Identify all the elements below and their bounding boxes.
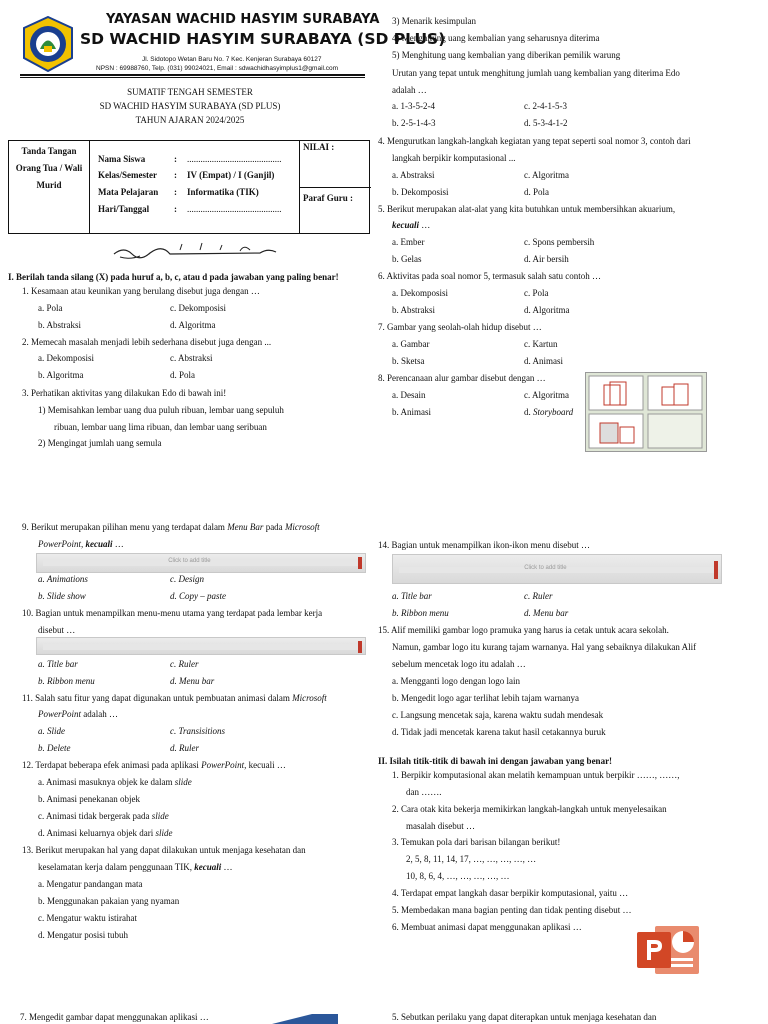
option[interactable]: b. Ribbon menu [392,608,449,618]
school-contact: NPSN : 69988760, Telp. (031) 99024021, Email : sdwachidhasyimplus1@gmail.com [96,65,339,72]
essay-question-5: 5. Membedakan mana bagian penting dan tidak penting disebut … [392,905,632,915]
essay-question-1-cont: dan ……. [406,787,442,797]
option[interactable]: b. Abstraksi [38,320,82,330]
option[interactable]: d. Animasi keluarnya objek dari slide [38,828,173,838]
sign-label-3: Murid [36,180,62,190]
option[interactable]: d. Storyboard [524,407,574,417]
school-name: SD WACHID HASYIM SURABAYA (SD PLUS) [80,30,446,48]
option[interactable]: b. Ribbon menu [38,676,95,686]
number-sequence: 2, 5, 8, 11, 14, 17, …, …, …, …, … [406,854,537,864]
option[interactable]: b. Slide show [38,591,86,601]
essay-question-2: 2. Cara otak kita bekerja memikirkan langkah-langkah untuk menyelesaikan [392,804,667,814]
date-field[interactable]: .......................................... [187,204,282,214]
question-9: 9. Berikut merupakan pilihan menu yang terdapat dalam Menu Bar pada Microsoft [22,522,320,532]
option[interactable]: b. Animasi [392,407,432,417]
question-6: 6. Aktivitas pada soal nomor 5, termasuk salah satu contoh … [378,271,601,281]
header-rule-thin [20,77,365,78]
option[interactable]: a. Title bar [392,591,432,601]
option[interactable]: d. Ruler [170,743,199,753]
storyboard-image [585,372,707,452]
option[interactable]: d. Copy – paste [170,591,226,601]
question-10-cont: disebut … [38,625,76,635]
option[interactable]: d. Pola [524,187,550,197]
score-label: NILAI : [303,142,335,152]
question-15-cont: Namun, gambar logo itu kurang tajam warnanya. Hal yang sebaiknya dilakukan Alif [392,642,697,652]
colon: : [174,170,177,180]
essay-question-1: 1. Berpikir komputasional akan melatih kemampuan untuk berpikir ……, ……, [392,770,680,780]
colon: : [174,204,177,214]
option[interactable]: c. Ruler [170,659,199,669]
student-identity-box [8,140,370,234]
question-3-prompt: Urutan yang tepat untuk menghitung jumlah uang kembalian yang diterima Edo [392,68,680,78]
option[interactable]: d. 5-3-4-1-2 [524,118,568,128]
option[interactable]: a. Dekomposisi [392,288,448,298]
menu-bar-screenshot [36,637,366,655]
option[interactable]: d. Air bersih [524,254,569,264]
option[interactable]: c. Design [170,574,204,584]
teacher-initial-label: Paraf Guru : [303,193,353,203]
option[interactable]: d. Menu bar [524,608,569,618]
option[interactable]: a. Gambar [392,339,430,349]
class-value: IV (Empat) / I (Ganjil) [187,170,275,180]
option[interactable]: d. Animasi [524,356,564,366]
option[interactable]: b. Gelas [392,254,422,264]
sign-label: Tanda Tangan [21,146,77,156]
section-2-instruction: II. Isilah titik-titik di bawah ini dengan jawaban yang benar! [378,756,613,766]
option[interactable]: d. Tidak jadi mencetak karena takut hasil cetakannya buruk [392,727,606,737]
option[interactable]: a. Abstraksi [392,170,435,180]
option[interactable]: c. Ruler [524,591,553,601]
option[interactable]: d. Pola [170,370,196,380]
colon: : [174,187,177,197]
question-9-cont: PowerPoint, kecuali … [38,539,124,549]
sign-label-2: Orang Tua / Wali [15,163,83,173]
option[interactable]: a. Dekomposisi [38,353,94,363]
question-3-step: 4) Menghitung uang kembalian yang seharusnya diterima [392,33,600,43]
option[interactable]: a. Pola [38,303,63,313]
option[interactable]: d. Algoritma [524,305,570,315]
option[interactable]: a. Mengganti logo dengan logo lain [392,676,520,686]
colon: : [174,154,177,164]
option[interactable]: c. Mengatur waktu istirahat [38,913,137,923]
question-5: 5. Berikut merupakan alat-alat yang kita butuhkan untuk membersihkan akuarium, [378,204,676,214]
name-label: Nama Siswa [98,154,146,164]
option[interactable]: c. Langsung mencetak saja, karena waktu sudah mendesak [392,710,604,720]
option[interactable]: a. Animations [38,574,88,584]
option[interactable]: c. Animasi tidak bergerak pada slide [38,811,169,821]
ribbon-screenshot: Click to add title [392,554,722,584]
essay-question-7: 7. Mengedit gambar dapat menggunakan aplikasi … [20,1012,209,1022]
question-15: 15. Alif memiliki gambar logo pramuka yang harus ia cetak untuk acara sekolah. [378,625,669,635]
question-3: 3. Perhatikan aktivitas yang dilakukan Edo di bawah ini! [22,388,227,398]
exam-year: TAHUN AJARAN 2024/2025 [135,115,245,125]
option[interactable]: a. Desain [392,390,426,400]
question-7: 7. Gambar yang seolah-olah hidup disebut … [378,322,542,332]
question-3-prompt: adalah … [392,85,427,95]
powerpoint-icon [637,924,701,976]
question-3-step: 3) Menarik kesimpulan [392,16,476,26]
option[interactable]: a. 1-3-5-2-4 [392,101,435,111]
question-11-cont: PowerPoint adalah … [38,709,118,719]
menu-bar-screenshot: Click to add title [36,553,366,573]
option[interactable]: b. Dekomposisi [392,187,449,197]
header-rule [20,74,365,76]
option[interactable]: a. Slide [38,726,65,736]
school-logo [22,16,74,72]
option[interactable]: b. Algoritma [38,370,84,380]
question-10: 10. Bagian untuk menampilkan menu-menu utama yang terdapat pada lembar kerja [22,608,323,618]
option[interactable]: c. Algoritma [524,390,569,400]
subject-value: Informatika (TIK) [187,187,259,197]
school-address: Jl. Sidotopo Wetan Baru No. 7 Kec. Kenjeran Surabaya 60127 [142,56,322,63]
number-sequence: 10, 8, 6, 4, …, …, …, …, … [406,871,510,881]
exam-school: SD WACHID HASYIM SURABAYA (SD PLUS) [99,101,281,111]
question-3-step: ribuan, lembar uang lima ribuan, dan lembar uang seribuan [54,422,267,432]
essay-question-2-cont: masalah disebut … [406,821,475,831]
exam-title: SUMATIF TENGAH SEMESTER [127,87,253,97]
option[interactable]: b. Abstraksi [392,305,436,315]
option[interactable]: c. Spons pembersih [524,237,595,247]
option[interactable]: c. Dekomposisi [170,303,226,313]
option[interactable]: b. Sketsa [392,356,425,366]
option[interactable]: d. Algoritma [170,320,216,330]
foundation-name: YAYASAN WACHID HASYIM SURABAYA [106,12,380,27]
subject-label: Mata Pelajaran [98,187,159,197]
question-3-step: 5) Menghitung uang kembalian yang diberikan pemilik warung [392,50,621,60]
question-3-step: 1) Memisahkan lembar uang dua puluh ribuan, lembar uang sepuluh [38,405,284,415]
option[interactable]: a. Animasi masuknya objek ke dalam slide [38,777,192,787]
option[interactable]: c. Kartun [524,339,558,349]
essay-question-3: 3. Temukan pola dari barisan bilangan berikut! [392,837,561,847]
date-label: Hari/Tanggal [98,204,150,214]
option[interactable]: c. Transisitions [170,726,226,736]
essay-question-6: 6. Membuat animasi dapat menggunakan aplikasi … [392,922,582,932]
question-12: 12. Terdapat beberapa efek animasi pada aplikasi PowerPoint, kecuali … [22,760,286,770]
option[interactable]: b. Mengedit logo agar terlihat lebih tajam warnanya [392,693,579,703]
question-4: 4. Mengurutkan langkah-langkah kegiatan yang tepat seperti soal nomor 3, contoh dari [378,136,691,146]
question-15-cont: sebelum mencetak logo itu adalah … [392,659,526,669]
question-14: 14. Bagian untuk menampilkan ikon-ikon menu disebut … [378,540,590,550]
question-13-cont: keselamatan kerja dalam penggunaan TIK, kecuali … [38,862,233,872]
question-11: 11. Salah satu fitur yang dapat digunakan untuk pembuatan animasi dalam Microsoft [22,693,327,703]
option[interactable]: c. 2-4-1-5-3 [524,101,567,111]
option[interactable]: a. Title bar [38,659,78,669]
option[interactable]: c. Algoritma [524,170,569,180]
essay-question-4: 4. Terdapat empat langkah dasar berpikir komputasional, yaitu … [392,888,629,898]
option[interactable]: c. Abstraksi [170,353,213,363]
essay-question-5b: 5. Sebutkan perilaku yang dapat diterapkan untuk menjaga kesehatan dan [392,1012,657,1022]
section-1-instruction: I. Berilah tanda silang (X) pada huruf a, b, c, atau d pada jawaban yang paling benar! [8,272,339,282]
class-label: Kelas/Semester [98,170,157,180]
word-icon [272,1014,338,1024]
question-8: 8. Perencanaan alur gambar disebut dengan … [378,373,546,383]
option[interactable]: b. Menggunakan pakaian yang nyaman [38,896,180,906]
option[interactable]: b. Delete [38,743,71,753]
option[interactable]: d. Menu bar [170,676,215,686]
question-4-cont: langkah berpikir komputasional ... [392,153,516,163]
option[interactable]: b. 2-5-1-4-3 [392,118,436,128]
option[interactable]: a. Mengatur pandangan mata [38,879,143,889]
option[interactable]: a. Ember [392,237,425,247]
question-1: 1. Kesamaan atau keunikan yang berulang disebut juga dengan … [22,286,260,296]
question-3-step: 2) Mengingat jumlah uang semula [38,438,162,448]
option[interactable]: d. Mengatur posisi tubuh [38,930,128,940]
question-2: 2. Memecah masalah menjadi lebih sederhana disebut juga dengan ... [22,337,272,347]
option[interactable]: c. Pola [524,288,549,298]
question-5-cont: kecuali … [392,220,431,230]
option[interactable]: b. Animasi penekanan objek [38,794,140,804]
name-field[interactable]: .......................................... [187,154,282,164]
basmalah-calligraphy [110,240,280,262]
question-13: 13. Berikut merupakan hal yang dapat dilakukan untuk menjaga kesehatan dan [22,845,306,855]
